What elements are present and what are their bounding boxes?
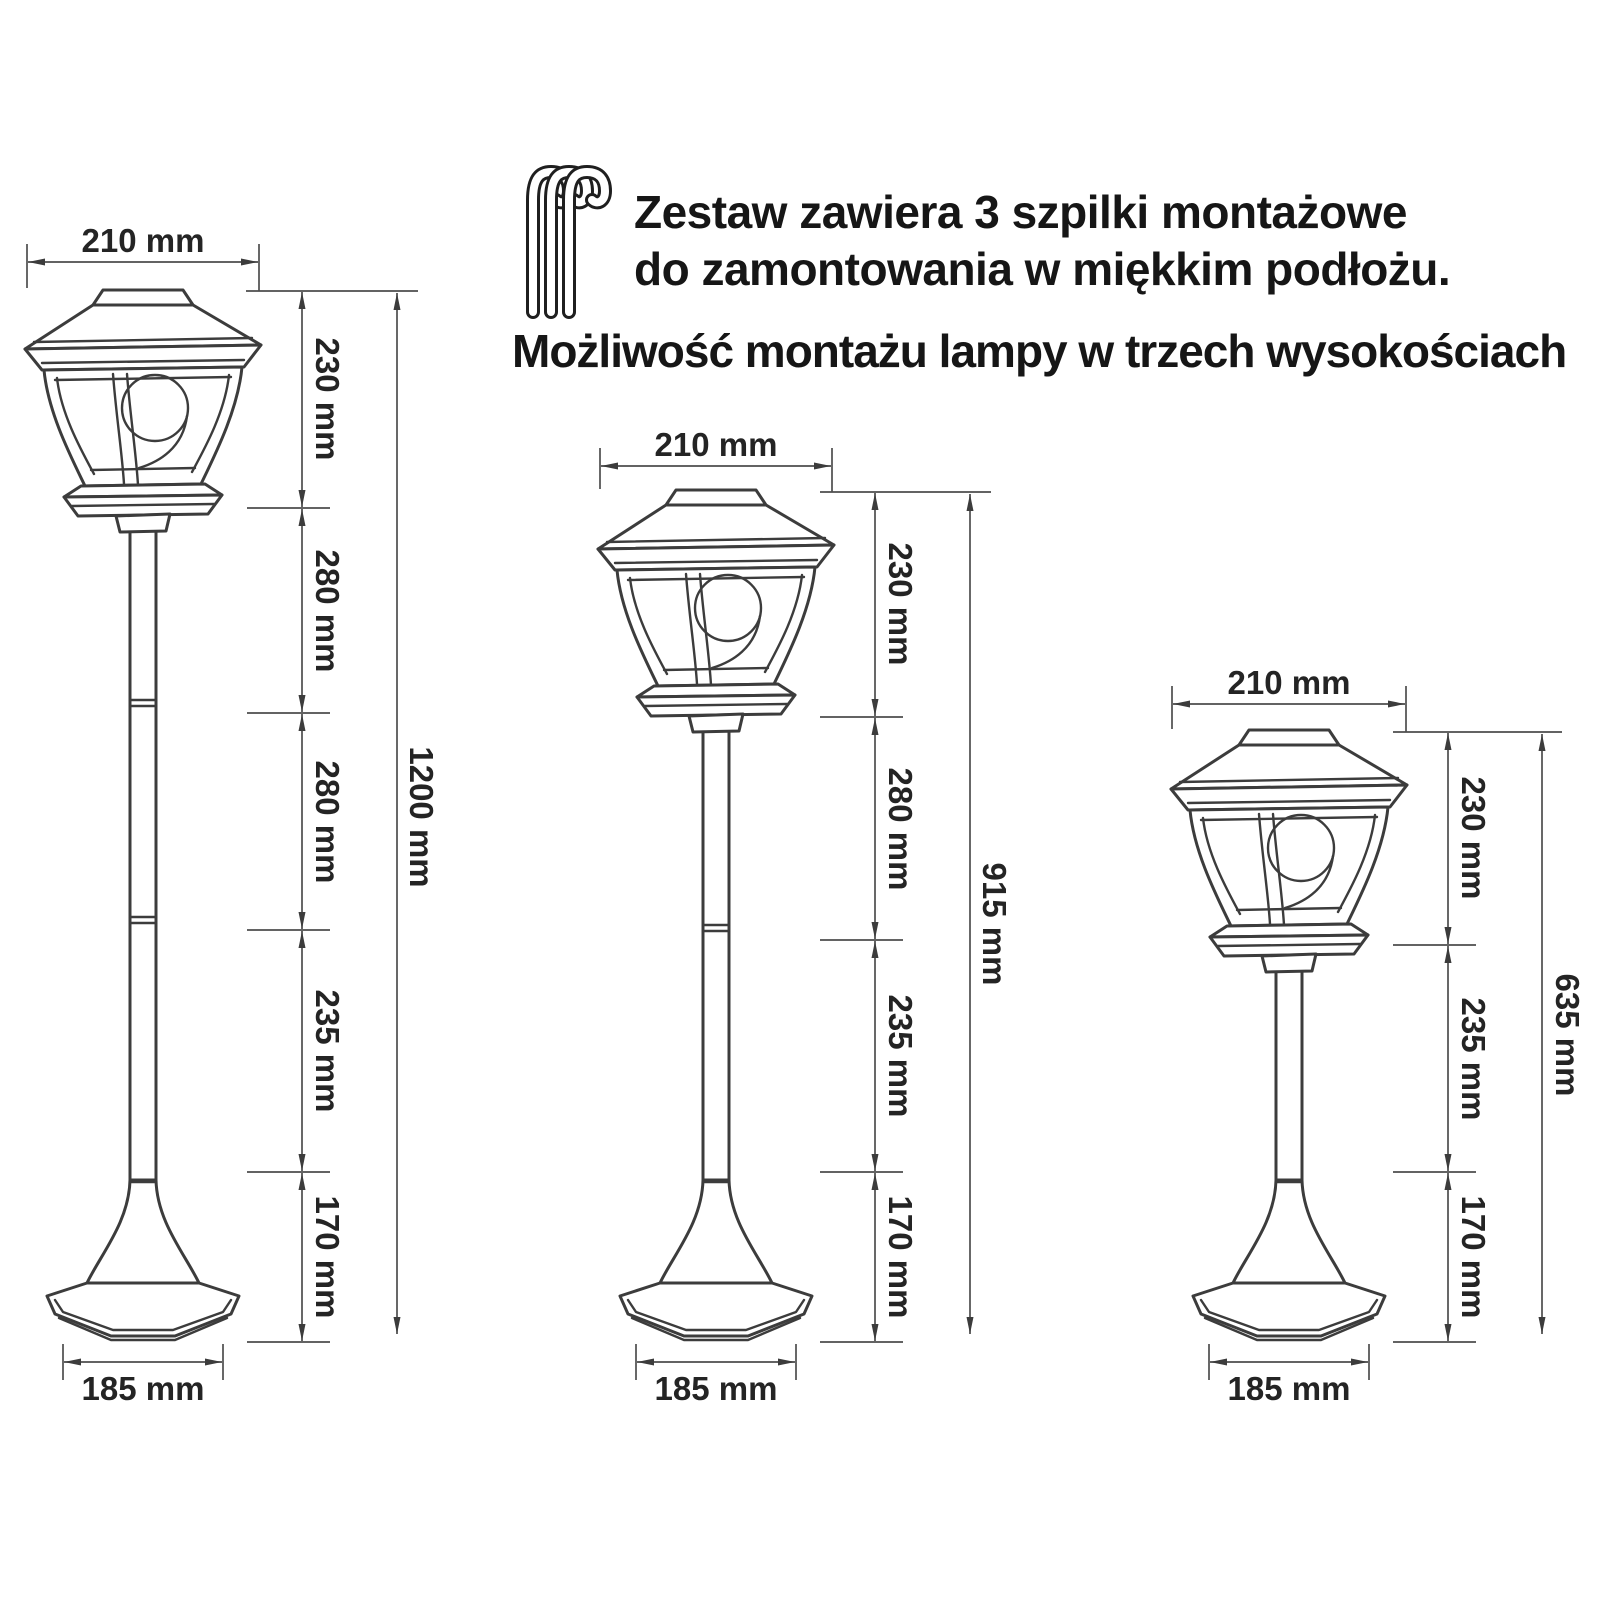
lantern-head — [1171, 730, 1407, 972]
lamp-pole — [703, 715, 729, 1187]
segment-label: 170 mm — [882, 1195, 919, 1319]
segment-label: 230 mm — [309, 337, 346, 461]
segment-label: 235 mm — [882, 994, 919, 1118]
lamp-body — [25, 290, 261, 1340]
total-height-label: 1200 mm — [403, 746, 440, 888]
lamp-drawing-1200 — [25, 222, 440, 1407]
segment-label: 280 mm — [882, 767, 919, 891]
segment-label: 235 mm — [309, 989, 346, 1113]
segment-label: 235 mm — [1455, 997, 1492, 1121]
base-width-label: 185 mm — [1227, 1370, 1351, 1407]
total-height-label: 635 mm — [1549, 973, 1586, 1097]
lamp-drawing-635 — [1171, 664, 1586, 1407]
lamp-base — [1193, 1180, 1385, 1340]
top-width-label: 210 mm — [81, 222, 205, 259]
lamp-body — [1171, 730, 1407, 1340]
base-width-label: 185 mm — [81, 1370, 205, 1407]
lantern-head — [25, 290, 261, 532]
segment-label: 230 mm — [882, 542, 919, 666]
segment-label: 170 mm — [309, 1195, 346, 1319]
total-height-label: 915 mm — [976, 862, 1013, 986]
top-width-label: 210 mm — [654, 426, 778, 463]
segment-label: 170 mm — [1455, 1195, 1492, 1319]
lantern-head — [598, 490, 834, 732]
pins-note-line1: Zestaw zawiera 3 szpilki montażowe — [634, 186, 1407, 238]
segment-label: 280 mm — [309, 549, 346, 673]
top-width-label: 210 mm — [1227, 664, 1351, 701]
segment-label: 280 mm — [309, 760, 346, 884]
base-width-label: 185 mm — [654, 1370, 778, 1407]
lamp-body — [598, 490, 834, 1340]
segment-label: 230 mm — [1455, 776, 1492, 900]
lamp-base — [620, 1180, 812, 1340]
lamp-pole — [1276, 952, 1302, 1187]
lamp-drawing-915 — [598, 426, 1013, 1407]
pins-note-line2: do zamontowania w miękkim podłożu. — [634, 243, 1451, 295]
lamp-pole — [130, 515, 156, 1187]
lamp-base — [47, 1180, 239, 1340]
mounting-heights-subtitle: Możliwość montażu lampy w trzech wysokościach — [512, 325, 1567, 377]
